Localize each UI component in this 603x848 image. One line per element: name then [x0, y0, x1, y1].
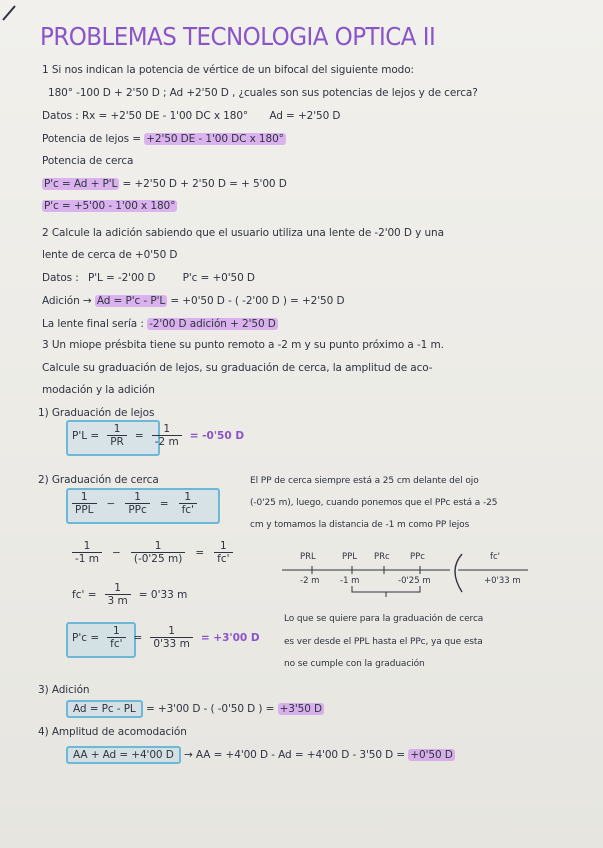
p3-s2-f3-num: 1	[184, 491, 192, 503]
p1-datos	[42, 110, 340, 122]
p2-adicion-formula: Ad = P'c - P'L	[96, 295, 166, 307]
p2-adicion-label: Adición →	[42, 295, 92, 307]
p3-s2-g2	[131, 540, 185, 565]
diagram-value-fc: +0'33 m	[484, 576, 521, 586]
p3-s2-g1	[72, 540, 102, 565]
p3-note-line5: es ver desde el PPL hasta el PPc, ya que esta	[284, 637, 483, 647]
p3-fc-den: 3 m	[105, 594, 131, 607]
p3-s3-rest: = +3'00 D - ( -0'50 D ) =	[145, 703, 275, 715]
p3-pc-f2-den: 0'33 m	[150, 637, 193, 650]
p3-s2-g3-den: fc'	[214, 552, 232, 565]
p3-s1-lhs: P'L =	[72, 429, 100, 442]
p2-datos	[42, 272, 255, 284]
p2-adicion-rest: = +0'50 D - ( -2'00 D ) = +2'50 D	[170, 295, 345, 307]
diagram-value-ppc: -0'25 m	[398, 576, 431, 586]
p3-s2-f2	[125, 491, 149, 516]
p3-fc-calc	[72, 582, 187, 607]
p1-cerca-calc	[42, 178, 287, 190]
p3-s4-calc	[66, 749, 455, 761]
p2-statement-line1: 2 Calcule la adición sabiendo que el usuario utiliza una lente de -2'00 D y una	[42, 227, 444, 239]
p3-s2-f1-den: PPL	[72, 503, 97, 516]
p3-s1-f2-num: 1	[163, 423, 171, 435]
diagram-value-ppl: -1 m	[340, 576, 360, 586]
p3-s4-title: 4) Amplitud de acomodación	[38, 726, 187, 738]
p1-datos-ad: Ad = +2'50 D	[269, 110, 341, 122]
p1-lejos	[42, 133, 286, 145]
p3-note-line6: no se cumple con la graduación	[284, 659, 425, 669]
diagram-label-fc: fc'	[490, 552, 501, 562]
p3-s1-f1-den: PR	[107, 435, 127, 448]
p3-note-line3: cm y tomamos la distancia de -1 m como PP lejos	[250, 520, 470, 530]
p3-fc-lhs: fc' =	[72, 588, 97, 601]
distance-diagram	[280, 548, 530, 598]
p3-fc-result: = 0'33 m	[138, 588, 188, 601]
p3-fc-num: 1	[114, 582, 121, 594]
p1-cerca-result-line	[42, 200, 177, 212]
p2-datos-label: Datos :	[42, 272, 79, 284]
p3-s1-result: = -0'50 D	[189, 429, 245, 442]
p3-statement-line2: Calcule su graduación de lejos, su graduación de cerca, la amplitud de aco-	[42, 362, 433, 374]
p2-final-label: La lente final sería :	[42, 318, 144, 330]
p2-datos-pc: P'c = +0'50 D	[182, 272, 255, 284]
p3-s1-title: 1) Graduación de lejos	[38, 407, 155, 419]
p1-datos-rx: Rx = +2'50 DE - 1'00 DC x 180°	[81, 110, 249, 122]
p3-s3-calc	[66, 703, 324, 715]
p3-s4-result: +0'50 D	[410, 749, 453, 761]
p3-s2-f2-num: 1	[134, 491, 141, 503]
p3-s1-fraction1	[107, 423, 127, 448]
diagram-label-ppc: PPc	[410, 552, 425, 562]
diagram-value-prl: -2 m	[300, 576, 320, 586]
p3-pc-f1-den: fc'	[107, 637, 125, 650]
p3-s2-substitution: $\frac{1}{-1 m}$ − $\frac{1}{(-0'25 m)}$ = $\frac{1}{fc'}$	[72, 540, 233, 565]
p3-s2-g3-num: 1	[219, 540, 227, 552]
p3-statement-line1: 3 Un miope présbita tiene su punto remoto a -2 m y su punto próximo a -1 m.	[42, 339, 444, 351]
p1-lejos-label: Potencia de lejos =	[42, 133, 141, 145]
p2-adicion	[42, 295, 344, 307]
p1-statement-line1: 1 Si nos indican la potencia de vértice de un bifocal del siguiente modo:	[42, 64, 414, 76]
p3-s2-f2-den: PPc	[125, 503, 149, 516]
p3-s2-g3	[214, 540, 232, 565]
p3-s1-equals: =	[134, 429, 144, 442]
p3-s3-title: 3) Adición	[38, 684, 90, 696]
p3-note-line2: (-0'25 m), luego, cuando ponemos que el PPc está a -25	[250, 498, 498, 508]
p3-s4-rest: → AA = +4'00 D - Ad = +4'00 D - 3'50 D =	[183, 749, 406, 761]
p3-s2-title: 2) Graduación de cerca	[38, 474, 159, 486]
p3-s2-f3-den: fc'	[179, 503, 197, 516]
p3-s3-result: +3'50 D	[279, 703, 323, 715]
diagram-label-prc: PRc	[374, 552, 390, 562]
p2-datos-pl: P'L = -2'00 D	[87, 272, 156, 284]
p3-s1-f2-den: -2 m	[152, 435, 182, 448]
p3-s2-g2-den: (-0'25 m)	[131, 552, 185, 565]
p3-s3-formula-box: Ad = Pc - PL	[66, 700, 143, 718]
p1-statement-line2: 180° -100 D + 2'50 D ; Ad +2'50 D , ¿cuales son sus potencias de lejos y de cerca?	[48, 87, 478, 99]
p3-s4-formula-box: AA + Ad = +4'00 D	[66, 746, 181, 764]
p1-cerca-calc-rest: = +2'50 D + 2'50 D = + 5'00 D	[122, 178, 287, 190]
p3-s2-f3	[179, 491, 197, 516]
p3-pc-fraction2	[150, 625, 193, 650]
p3-s2-g2-num: 1	[154, 540, 162, 552]
p3-note-line1: El PP de cerca siempre está a 25 cm delante del ojo	[250, 476, 479, 486]
p1-cerca-result: P'c = +5'00 - 1'00 x 180°	[44, 200, 176, 212]
p3-pc-f2-num: 1	[168, 625, 175, 637]
p3-s2-f1-num: 1	[80, 491, 88, 503]
p3-s1-formula	[72, 423, 244, 448]
p3-pc-lhs: P'c =	[72, 631, 100, 644]
p1-lejos-value: +2'50 DE - 1'00 DC x 180°	[146, 133, 284, 145]
p3-pc-calc: P'c = $\frac{1}{fc'}$ = $\frac{1}{0'33 m}$ = +3'00 D	[72, 625, 260, 650]
p3-s2-g1-den: -1 m	[72, 552, 102, 565]
diagram-label-prl: PRL	[300, 552, 316, 562]
p2-statement-line2: lente de cerca de +0'50 D	[42, 249, 178, 261]
p1-datos-label: Datos :	[42, 110, 79, 122]
p3-pc-f1-num: 1	[112, 625, 120, 637]
p3-s1-f1-num: 1	[113, 423, 121, 435]
p3-s2-formula: 1 PPL − 1 PPc = $\frac{1}{fc'}$	[72, 491, 197, 516]
p3-pc-result: = +3'00 D	[200, 631, 260, 644]
p1-cerca-label: Potencia de cerca	[42, 155, 134, 167]
p2-final	[42, 318, 278, 330]
p3-s2-g1-num: 1	[83, 540, 91, 552]
p2-final-value: -2'00 D adición + 2'50 D	[149, 318, 276, 330]
diagram-label-ppl: PPL	[342, 552, 357, 562]
p3-pc-fraction1	[107, 625, 125, 650]
p1-cerca-formula: P'c = Ad + P'L	[44, 178, 118, 190]
p3-statement-line3: modación y la adición	[42, 384, 155, 396]
corner-pen-mark	[0, 0, 24, 24]
p3-fc-fraction	[105, 582, 131, 607]
p3-s2-f1	[72, 491, 97, 516]
p3-note-line4: Lo que se quiere para la graduación de cerca	[284, 614, 484, 624]
p3-s1-fraction2	[152, 423, 182, 448]
page-title: PROBLEMAS TECNOLOGIA OPTICA II	[40, 22, 436, 51]
